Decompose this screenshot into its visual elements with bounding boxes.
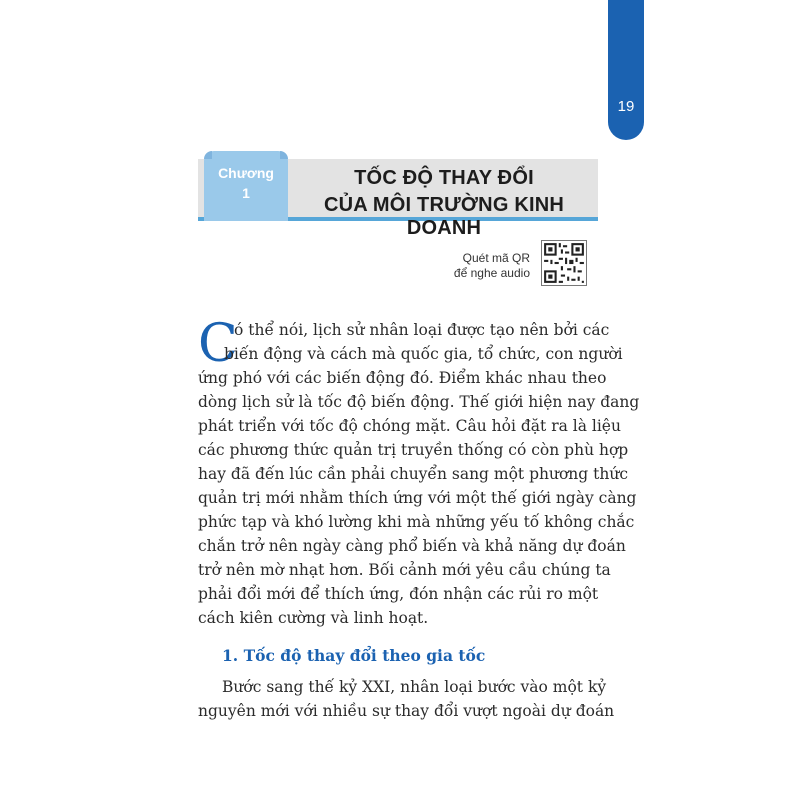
chapter-badge: [204, 151, 288, 221]
qr-code[interactable]: [541, 240, 587, 286]
chapter-title-line1: TỐC ĐỘ THAY ĐỔI: [354, 167, 534, 189]
qr-code-icon: [542, 241, 586, 285]
page-number: 19: [617, 98, 635, 115]
paragraph-line: cách kiên cường và linh hoạt.: [198, 609, 429, 627]
paragraph-line: hay đã đến lúc cần phải chuyển sang một phương thức: [198, 465, 629, 483]
paragraph-line: các phương thức quản trị truyền thống có còn phù hợp: [198, 441, 629, 459]
qr-label-line1: Quét mã QR: [462, 251, 530, 265]
paragraph-line: quản trị mới nhằm thích ứng với một thế giới ngày càng: [198, 489, 637, 507]
paragraph-line: ó thể nói, lịch sử nhân loại được tạo nên bởi các: [234, 321, 610, 339]
section-heading: 1. Tốc độ thay đổi theo gia tốc: [222, 646, 486, 665]
badge-tab-left: [204, 151, 212, 159]
paragraph-line: trở nên mờ nhạt hơn. Bối cảnh mới yêu cầu chúng ta: [198, 561, 611, 579]
paragraph-line: phát triển với tốc độ chóng mặt. Câu hỏi đặt ra là liệu: [198, 417, 621, 435]
qr-label-line2: để nghe audio: [453, 266, 530, 280]
badge-tab-right: [280, 151, 288, 159]
paragraph-line: phải đổi mới để thích ứng, đón nhận các rủi ro một: [198, 585, 599, 603]
paragraph-line: chắn trở nên ngày càng phổ biến và khả năng dự đoán: [198, 537, 626, 555]
chapter-label: Chương: [218, 165, 274, 181]
paragraph-line: nguyên mới với nhiều sự thay đổi vượt ngoài dự đoán: [198, 702, 615, 720]
chapter-header: [198, 151, 598, 239]
page-number-tab: [608, 0, 644, 140]
paragraph-line: phức tạp và khó lường khi mà những yếu tố không chắc: [198, 513, 635, 531]
section-paragraph: [198, 675, 615, 723]
intro-paragraph: [198, 314, 640, 630]
drop-cap-letter: C: [198, 314, 238, 374]
chapter-title-line2: CỦA MÔI TRƯỜNG KINH DOANH: [323, 194, 565, 239]
paragraph-line: biến động và cách mà quốc gia, tổ chức, con người: [224, 345, 623, 363]
paragraph-line: Bước sang thế kỷ XXI, nhân loại bước vào một kỷ: [222, 678, 607, 696]
paragraph-line: dòng lịch sử là tốc độ biến động. Thế giới hiện nay đang: [198, 393, 640, 411]
paragraph-line: ứng phó với các biến động đó. Điểm khác nhau theo: [198, 369, 607, 387]
chapter-number: 1: [242, 185, 250, 201]
